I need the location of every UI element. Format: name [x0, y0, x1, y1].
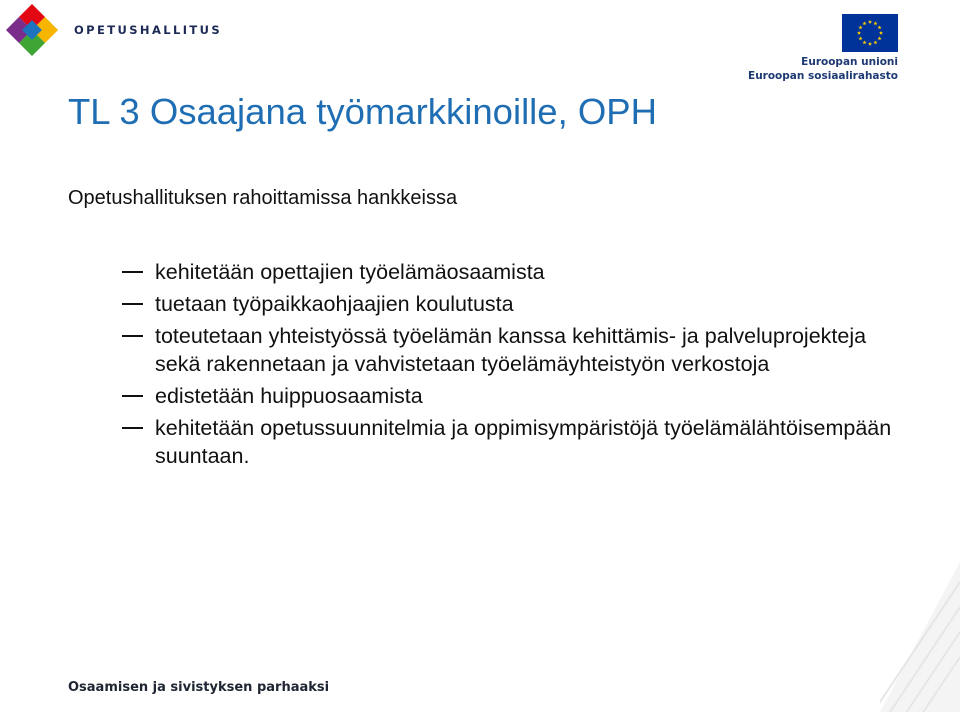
- bullet-item: [122, 382, 902, 410]
- bullet-item: [122, 258, 902, 286]
- dash-bullet-icon: [122, 427, 143, 429]
- dash-bullet-icon: [122, 271, 143, 273]
- dash-bullet-icon: [122, 395, 143, 397]
- bullet-text: kehitetään opetussuunnitelmia ja oppimisympäristöjä työelämälähtöisempään suuntaan.: [155, 416, 892, 468]
- footer-slogan: Osaamisen ja sivistyksen parhaaksi: [68, 680, 330, 695]
- slide-title: TL 3 Osaajana työmarkkinoille, OPH: [68, 91, 657, 132]
- opetushallitus-wordmark: OPETUSHALLITUS: [74, 23, 223, 37]
- eu-label: Euroopan unioni: [801, 56, 898, 68]
- eu-flag-icon: [842, 14, 898, 52]
- eu-esf-logo: [748, 14, 950, 84]
- opetushallitus-logo: [4, 2, 234, 58]
- esf-label: Euroopan sosiaalirahasto: [748, 70, 898, 82]
- bullet-text: kehitetään opettajien työelämäosaamista: [155, 260, 545, 284]
- bullet-item: [122, 414, 902, 470]
- dash-bullet-icon: [122, 303, 143, 305]
- intro-text: Opetushallituksen rahoittamissa hankkeissa: [68, 187, 458, 209]
- bullet-list: [122, 258, 902, 474]
- corner-stripes: [880, 562, 960, 712]
- opetushallitus-diamond-logo: [4, 2, 60, 58]
- bullet-item: [122, 290, 902, 318]
- bullet-text: tuetaan työpaikkaohjaajien koulutusta: [155, 292, 514, 316]
- bullet-item: [122, 322, 902, 378]
- dash-bullet-icon: [122, 335, 143, 337]
- bullet-text: edistetään huippuosaamista: [155, 384, 423, 408]
- bullet-text: toteutetaan yhteistyössä työelämän kanssa kehittämis- ja palveluprojekteja sekä rakennetaan ja vahvistetaan työelämäyhteistyön verkostoja: [155, 324, 867, 376]
